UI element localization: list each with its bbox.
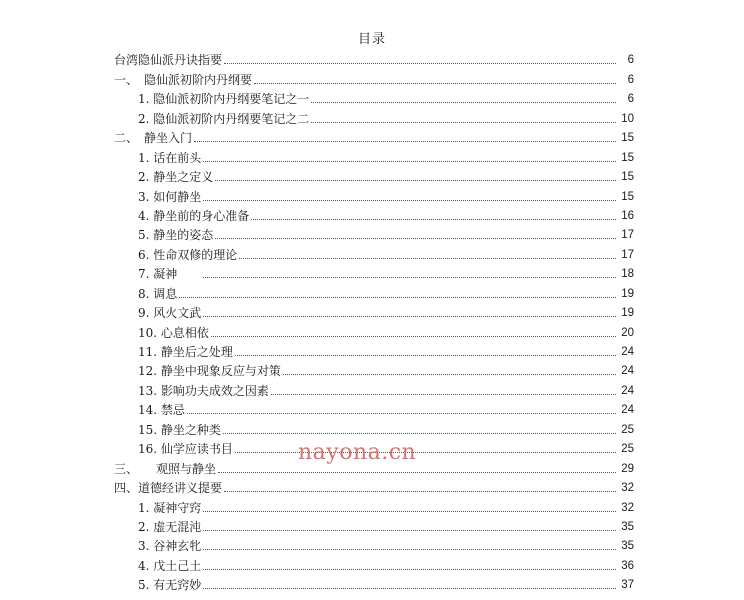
dot-leader <box>203 549 616 550</box>
toc-entry-page-number: 19 <box>621 287 634 300</box>
toc-entry-label: 12. 静坐中现象反应与对策 <box>138 364 281 379</box>
dot-leader <box>254 83 616 84</box>
toc-entry-label: 15. 静坐之种类 <box>138 422 221 437</box>
toc-entry-label: 6. 性命双修的理论 <box>138 247 238 262</box>
toc-entry-page-number: 32 <box>621 501 634 514</box>
toc-entry-label: 5. 静坐的姿态 <box>138 228 214 243</box>
toc-entry-label: 13. 影响功夫成效之因素 <box>138 383 269 398</box>
toc-entry-label: 2. 隐仙派初阶内丹纲要笔记之二 <box>138 111 310 126</box>
dot-leader <box>251 219 616 220</box>
toc-entry-label: 8. 调息 <box>138 286 178 301</box>
toc-entry[interactable] <box>114 165 634 184</box>
toc-entry-page-number: 32 <box>621 482 634 495</box>
dot-leader <box>283 374 616 375</box>
toc-entry[interactable] <box>114 320 634 339</box>
toc-entry-page-number: 16 <box>621 209 634 222</box>
dot-leader <box>224 491 616 492</box>
toc-entry[interactable] <box>114 476 634 495</box>
dot-leader <box>203 277 616 278</box>
dot-leader <box>239 258 616 259</box>
toc-entry-page-number: 24 <box>621 365 634 378</box>
toc-entry-label: 四、道德经讲义提要 <box>114 481 223 496</box>
toc-entry-page-number: 24 <box>621 346 634 358</box>
toc-entry-label: 1. 隐仙派初阶内丹纲要笔记之一 <box>138 92 310 107</box>
toc-entry[interactable] <box>114 398 634 417</box>
toc-entry-label: 一、 隐仙派初阶内丹纲要 <box>114 72 253 87</box>
dot-leader <box>218 472 616 473</box>
dot-leader <box>203 569 616 570</box>
dot-leader <box>311 122 616 123</box>
toc-entry[interactable] <box>114 534 634 553</box>
dot-leader <box>271 394 616 395</box>
dot-leader <box>203 588 616 589</box>
toc-entry[interactable] <box>114 242 634 261</box>
toc-entry[interactable] <box>114 126 634 145</box>
toc-entry-label: 2. 静坐之定义 <box>138 170 214 185</box>
toc-entry-label: 11. 静坐后之处理 <box>138 345 233 359</box>
toc-entry-page-number: 19 <box>621 307 634 320</box>
dot-leader <box>224 63 616 64</box>
toc-entry-label: 三、 观照与静坐 <box>114 461 217 476</box>
toc-entry[interactable] <box>114 145 634 164</box>
toc-entry[interactable] <box>114 573 634 592</box>
toc-entry-page-number: 6 <box>627 73 634 86</box>
toc-entry[interactable] <box>114 301 634 320</box>
toc-entry-page-number: 24 <box>621 384 634 397</box>
toc-entry[interactable] <box>114 359 634 378</box>
toc-entry-label: 5. 有无窍妙 <box>138 578 202 593</box>
toc-entry-page-number: 29 <box>621 462 634 475</box>
dot-leader <box>203 161 616 162</box>
toc-entry-page-number: 35 <box>621 520 634 533</box>
dot-leader <box>215 180 616 181</box>
dot-leader <box>194 141 616 142</box>
toc-entry-page-number: 36 <box>621 559 634 572</box>
toc-title: 目录 <box>357 32 386 47</box>
toc-list <box>114 48 634 592</box>
dot-leader <box>203 200 616 201</box>
toc-entry[interactable] <box>114 495 634 514</box>
toc-entry-page-number: 15 <box>621 151 634 164</box>
toc-entry[interactable] <box>114 106 634 125</box>
toc-entry-page-number: 15 <box>621 171 634 184</box>
toc-entry-page-number: 24 <box>621 404 634 417</box>
toc-entry[interactable] <box>114 417 634 436</box>
dot-leader <box>203 316 616 317</box>
dot-leader <box>311 102 616 103</box>
toc-entry-page-number: 20 <box>621 326 634 339</box>
toc-entry-label: 3. 谷神玄牝 <box>138 539 202 554</box>
toc-entry-page-number: 6 <box>627 54 634 67</box>
dot-leader <box>187 413 616 414</box>
toc-entry-page-number: 6 <box>627 93 634 106</box>
dot-leader <box>179 297 616 298</box>
dot-leader <box>235 452 616 453</box>
toc-entry[interactable] <box>114 281 634 300</box>
toc-entry[interactable] <box>114 67 634 86</box>
toc-entry-page-number: 17 <box>621 229 634 242</box>
toc-entry-page-number: 15 <box>621 132 634 145</box>
dot-leader <box>203 530 616 531</box>
toc-entry[interactable] <box>114 184 634 203</box>
toc-entry-page-number: 25 <box>621 443 634 456</box>
toc-entry[interactable] <box>114 87 634 106</box>
toc-entry[interactable] <box>114 515 634 534</box>
toc-entry-label: 10. 心息相依 <box>138 325 209 340</box>
toc-entry[interactable] <box>114 553 634 572</box>
dot-leader <box>235 355 616 356</box>
toc-entry-label: 16. 仙学应读书目 <box>138 442 233 457</box>
toc-entry-page-number: 18 <box>621 268 634 281</box>
toc-entry-page-number: 15 <box>621 190 634 203</box>
toc-entry-label: 4. 静坐前的身心准备 <box>138 208 250 223</box>
toc-entry-label: 3. 如何静坐 <box>138 189 202 204</box>
toc-entry-page-number: 17 <box>621 248 634 261</box>
dot-leader <box>203 511 616 512</box>
toc-entry-label: 台湾隐仙派丹诀指要 <box>114 53 223 68</box>
toc-entry-label: 2. 虚无混沌 <box>138 519 202 534</box>
watermark: nayona.cn <box>298 440 417 465</box>
toc-entry[interactable] <box>114 48 634 67</box>
toc-entry[interactable] <box>114 262 634 281</box>
toc-entry[interactable] <box>114 223 634 242</box>
toc-entry-label: 7. 凝神 <box>138 267 202 282</box>
toc-entry-label: 4. 戊土己土 <box>138 558 202 573</box>
dot-leader <box>215 238 616 239</box>
toc-entry-label: 14. 禁忌 <box>138 403 185 418</box>
toc-entry-page-number: 35 <box>621 540 634 553</box>
toc-entry[interactable] <box>114 378 634 397</box>
toc-entry-label: 1. 凝神守窍 <box>138 500 202 515</box>
dot-leader <box>211 336 616 337</box>
toc-entry-page-number: 37 <box>621 579 634 592</box>
dot-leader <box>223 433 616 434</box>
toc-entry-page-number: 10 <box>621 112 634 125</box>
toc-entry-label: 9. 风火文武 <box>138 306 202 321</box>
toc-entry-label: 二、 静坐入门 <box>114 131 193 146</box>
toc-entry-page-number: 25 <box>621 423 634 436</box>
toc-entry-label: 1. 话在前头 <box>138 150 202 165</box>
toc-entry[interactable] <box>114 204 634 223</box>
toc-entry[interactable] <box>114 340 634 359</box>
